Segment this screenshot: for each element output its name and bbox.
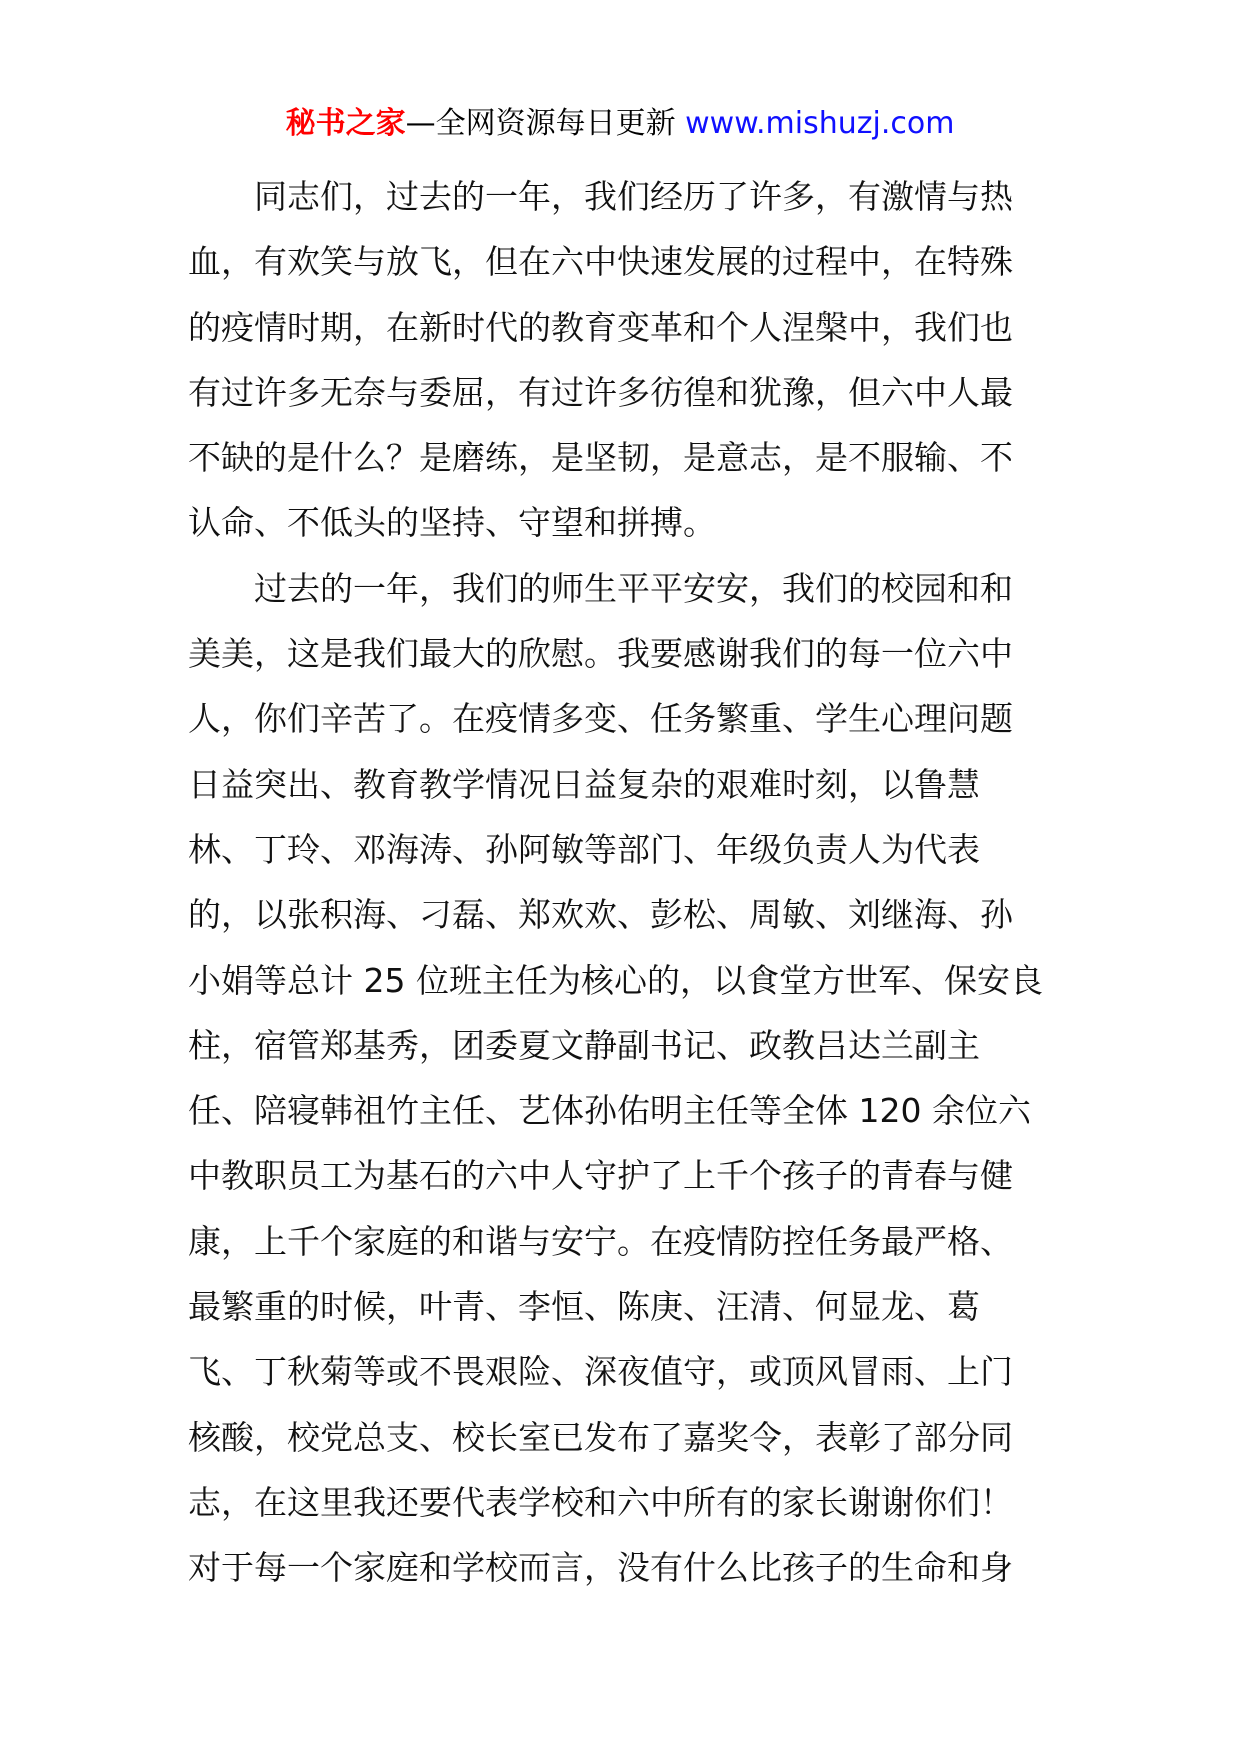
text-line: 人，你们辛苦了。在疫情多变、任务繁重、学生心理问题: [188, 699, 1013, 739]
text-line: 日益突出、教育教学情况日益复杂的艰难时刻，以鲁慧: [188, 764, 980, 804]
paragraph-2: [188, 556, 1058, 1601]
text-line: 过去的一年，我们的师生平平安安，我们的校园和和: [254, 568, 1013, 608]
text-line: 核酸，校党总支、校长室已发布了嘉奖令，表彰了部分同: [188, 1417, 1013, 1457]
document-body: [188, 164, 1058, 1601]
text-line: 柱，宿管郑基秀，团委夏文静副书记、政教吕达兰副主: [188, 1025, 980, 1065]
text-line: 的疫情时期，在新时代的教育变革和个人涅槃中，我们也: [188, 307, 1013, 347]
text-line: 血，有欢笑与放飞，但在六中快速发展的过程中，在特殊: [188, 242, 1013, 282]
text-line: 志，在这里我还要代表学校和六中所有的家长谢谢你们！: [188, 1482, 1013, 1522]
text-line: 认命、不低头的坚持、守望和拼搏。: [188, 503, 716, 543]
text-line: 有过许多无奈与委屈，有过许多彷徨和犹豫，但六中人最: [188, 372, 1013, 412]
text-line: 美美，这是我们最大的欣慰。我要感谢我们的每一位六中: [188, 634, 1013, 674]
text-line: 对于每一个家庭和学校而言，没有什么比孩子的生命和身: [188, 1548, 1013, 1588]
site-header: [0, 100, 1240, 148]
text-line: 飞、丁秋菊等或不畏艰险、深夜值守，或顶风冒雨、上门: [188, 1352, 1013, 1392]
text-line: 的，以张积海、刁磊、郑欢欢、彭松、周敏、刘继海、孙: [188, 895, 1013, 935]
text-line: 任、陪寝韩祖竹主任、艺体孙佑明主任等全体 120 余位六: [188, 1091, 1031, 1131]
text-line: 林、丁玲、邓海涛、孙阿敏等部门、年级负责人为代表: [188, 829, 980, 869]
brand-name: 秘书之家: [285, 106, 406, 141]
paragraph-1: [188, 164, 1058, 556]
text-line: 小娟等总计 25 位班主任为核心的，以食堂方世军、保安良: [188, 960, 1043, 1000]
text-line: 不缺的是什么？是磨练，是坚韧，是意志，是不服输、不: [188, 438, 1013, 478]
text-line: 康，上千个家庭的和谐与安宁。在疫情防控任务最严格、: [188, 1221, 1013, 1261]
text-line: 中教职员工为基石的六中人守护了上千个孩子的青春与健: [188, 1156, 1013, 1196]
site-url-link[interactable]: www.mishuzj.com: [685, 106, 955, 141]
text-line: 同志们，过去的一年，我们经历了许多，有激情与热: [254, 177, 1013, 216]
header-tagline: —全网资源每日更新: [405, 106, 686, 141]
text-line: 最繁重的时候，叶青、李恒、陈庚、汪清、何显龙、葛: [188, 1287, 980, 1327]
